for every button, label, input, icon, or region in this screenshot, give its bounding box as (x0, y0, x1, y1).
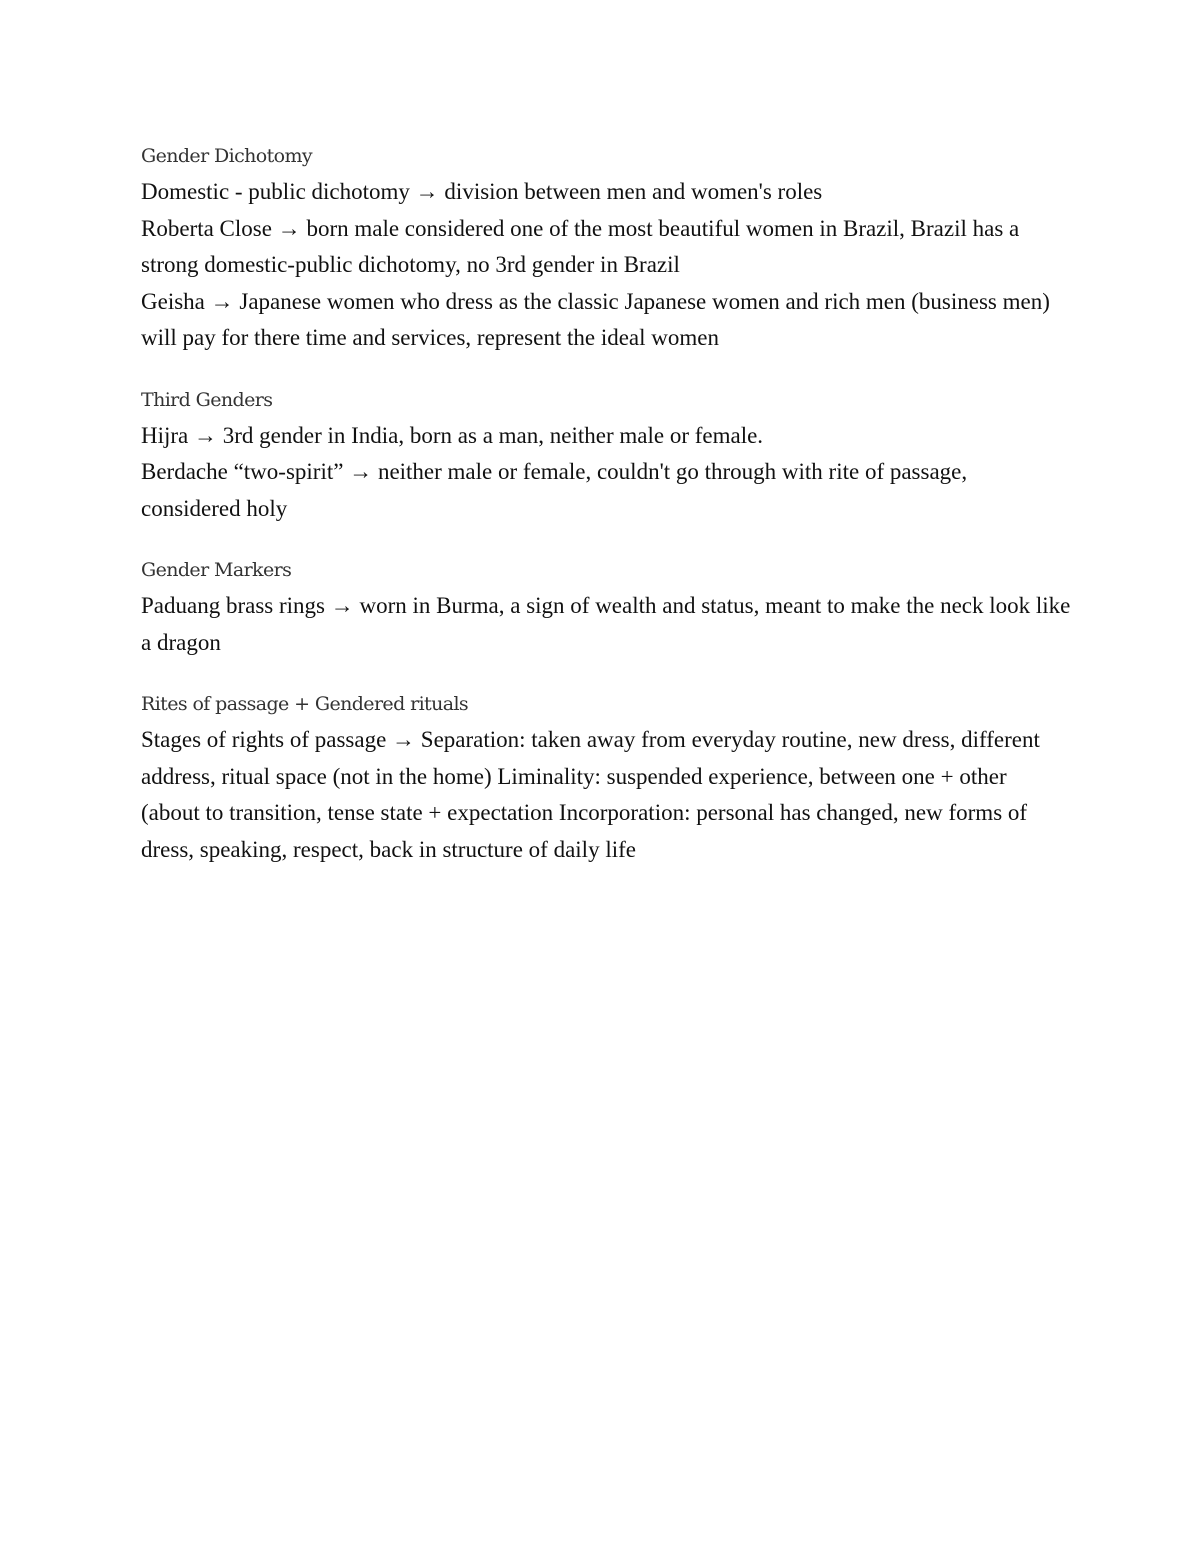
paragraph: Hijra → 3rd gender in India, born as a man, neither male or female. (141, 422, 764, 448)
section-heading: Gender Dichotomy (141, 145, 313, 167)
paragraph: Geisha → Japanese women who dress as the classic Japanese women and rich men (business men) will pay for there time and services, represent the ideal women (141, 288, 1050, 350)
section-gender-markers (141, 557, 1071, 661)
section-third-genders (141, 387, 1071, 528)
paragraph: Domestic - public dichotomy → division between men and women's roles (141, 179, 823, 204)
paragraph: Berdache “two-spirit” → neither male or female, couldn't go through with rite of passage, considered holy (141, 459, 968, 521)
document-content (141, 143, 1071, 898)
section-gender-dichotomy (141, 143, 1071, 357)
paragraph: Paduang brass rings → worn in Burma, a sign of wealth and status, meant to make the neck look like a dragon (141, 593, 1071, 655)
section-heading: Rites of passage + Gendered rituals (141, 693, 469, 715)
section-heading: Gender Markers (141, 559, 292, 581)
paragraph: Roberta Close → born male considered one of the most beautiful women in Brazil, Brazil has a strong domestic-public dichotomy, no 3rd gender in Brazil (141, 215, 1020, 277)
section-heading: Third Genders (141, 388, 273, 411)
section-rites-of-passage (141, 691, 1071, 868)
paragraph: Stages of rights of passage → Separation: taken away from everyday routine, new dress, different address, ritual space (not in the home) Liminality: suspended experience, between one + other (about to transition, tense state + expectation Incorporation: personal has changed, new forms of dress, speaking, respect, back in structure of daily life (141, 727, 1040, 862)
